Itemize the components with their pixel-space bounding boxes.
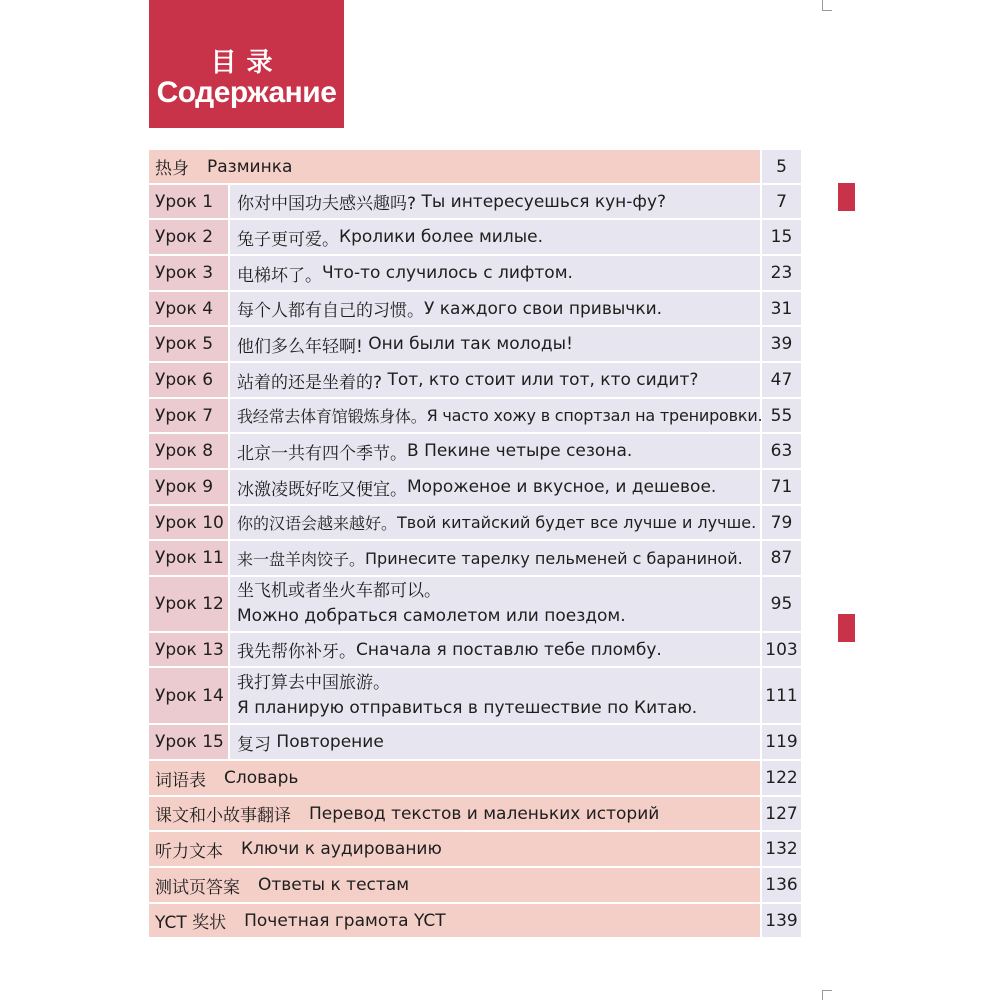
section-title [149, 868, 760, 902]
lesson-number: Урок 14 [149, 668, 228, 723]
warmup-ru: Разминка [207, 156, 293, 177]
lesson-title-ru: Сначала я поставлю тебе пломбу. [356, 639, 662, 660]
lesson-title-ru: Они были так молоды! [368, 334, 573, 354]
lesson-title-zh: 冰激凌既好吃又便宜。 [237, 479, 407, 500]
toc-header [149, 0, 344, 128]
lesson-title-ru: Что-то случилось с лифтом. [322, 263, 573, 283]
lesson-page: 31 [762, 292, 801, 325]
lesson-title-ru: Можно добраться самолетом или поездом. [237, 606, 626, 626]
lesson-title-ru: Тот, кто стоит или тот, кто сидит? [387, 370, 699, 390]
side-tab-marker [838, 183, 855, 211]
section-page: 127 [762, 797, 801, 830]
lesson-title-ru: Кролики более милые. [339, 227, 543, 247]
lesson-title-zh: 复习 [237, 734, 271, 755]
section-ru: Почетная грамота YCT [244, 910, 446, 931]
lesson-title-zh: 你的汉语会越来越好。 [237, 514, 398, 533]
lesson-title [230, 577, 760, 631]
warmup-page: 5 [762, 150, 801, 183]
section-page: 136 [762, 868, 801, 902]
toc-row-lesson-3[interactable] [149, 256, 801, 290]
crop-mark [822, 990, 823, 1000]
lesson-title-ru: У каждого свои привычки. [424, 298, 663, 319]
crop-mark [822, 10, 832, 11]
toc-row-lesson-2[interactable] [149, 220, 801, 254]
lesson-number: Урок 1 [149, 185, 228, 218]
lesson-number: Урок 10 [149, 506, 228, 539]
lesson-title-zh: 北京一共有四个季节。 [237, 443, 407, 464]
lesson-page: 71 [762, 470, 801, 504]
lesson-title [230, 633, 760, 666]
lesson-title [230, 292, 760, 325]
lesson-number: Урок 15 [149, 725, 228, 759]
lesson-page: 23 [762, 256, 801, 290]
lesson-number: Урок 8 [149, 434, 228, 468]
header-title-ru: Содержание [156, 76, 337, 109]
lesson-page: 7 [762, 185, 801, 218]
lesson-number: Урок 6 [149, 363, 228, 397]
section-page: 132 [762, 832, 801, 866]
toc-row-lesson-9[interactable] [149, 470, 801, 504]
section-title [149, 904, 760, 937]
toc-row-lesson-6[interactable] [149, 363, 801, 397]
lesson-title [230, 363, 760, 397]
lesson-title-ru: Я планирую отправиться в путешествие по Китаю. [237, 697, 698, 718]
lesson-number: Урок 9 [149, 470, 228, 504]
warmup-zh: 热身 [155, 159, 189, 179]
section-ru: Словарь [224, 768, 299, 788]
toc-row-certificate[interactable] [149, 904, 801, 937]
lesson-number: Урок 5 [149, 327, 228, 361]
toc-row-lesson-5[interactable] [149, 327, 801, 361]
lesson-title-ru: Повторение [276, 732, 384, 752]
lesson-title-zh: 坐飞机或者坐火车都可以。 [237, 581, 441, 601]
lesson-title-zh: 兔子更可爱。 [237, 229, 339, 250]
lesson-title [230, 725, 760, 759]
lesson-title [230, 668, 760, 723]
lesson-title-ru: Твой китайский будет все лучше и лучше. [397, 513, 757, 532]
toc-row-lesson-12[interactable] [149, 577, 801, 631]
lesson-title [230, 399, 763, 432]
lesson-title-zh: 来一盘羊肉饺子。 [237, 549, 366, 569]
lesson-page: 103 [762, 633, 801, 666]
lesson-title-ru: В Пекине четыре сезона. [407, 441, 633, 461]
section-title [149, 832, 760, 866]
crop-mark [822, 990, 832, 991]
lesson-title [230, 185, 760, 218]
toc-row-lesson-4[interactable] [149, 292, 801, 325]
lesson-title-zh: 电梯坏了。 [237, 265, 322, 286]
section-ru: Ответы к тестам [258, 875, 410, 895]
lesson-title-zh: 你对中国功夫感兴趣吗? [237, 194, 417, 214]
lesson-title [230, 327, 760, 361]
lesson-number: Урок 3 [149, 256, 228, 290]
lesson-title [230, 434, 760, 468]
toc-row-lesson-14[interactable] [149, 668, 801, 723]
toc-row-lesson-7[interactable] [149, 399, 801, 432]
lesson-title [230, 541, 760, 575]
lesson-page: 119 [762, 725, 801, 759]
toc-row-lesson-8[interactable] [149, 434, 801, 468]
lesson-page: 111 [762, 668, 801, 723]
lesson-page: 95 [762, 577, 801, 631]
toc-row-lesson-10[interactable] [149, 506, 801, 539]
section-title [149, 761, 760, 795]
lesson-title-zh: 站着的还是坐着的? [237, 372, 383, 393]
lesson-page: 15 [762, 220, 801, 254]
side-tab-marker [838, 614, 855, 642]
lesson-page: 79 [762, 506, 801, 539]
lesson-page: 47 [762, 363, 801, 397]
section-title [149, 797, 760, 830]
lesson-title-ru: Я часто хожу в спортзал на тренировки. [426, 406, 763, 425]
toc-row-translations[interactable] [149, 797, 801, 830]
section-page: 139 [762, 904, 801, 937]
lesson-title [230, 470, 760, 504]
section-page: 122 [762, 761, 801, 795]
lesson-page: 63 [762, 434, 801, 468]
lesson-number: Урок 4 [149, 292, 228, 325]
toc-row-lesson-1[interactable] [149, 185, 801, 218]
toc-row-lesson-11[interactable] [149, 541, 801, 575]
lesson-number: Урок 2 [149, 220, 228, 254]
crop-mark [822, 0, 823, 10]
lesson-title-zh: 我先帮你补牙。 [237, 642, 356, 662]
lesson-title-ru: Ты интересуешься кун-фу? [421, 191, 667, 212]
lesson-number: Урок 13 [149, 633, 228, 666]
toc-row-lesson-13[interactable] [149, 633, 801, 666]
lesson-title-zh: 我打算去中国旅游。 [237, 672, 390, 693]
lesson-title [230, 256, 760, 290]
toc-row-listening-keys[interactable] [149, 832, 801, 866]
warmup-title [149, 150, 760, 183]
section-zh: 词语表 [155, 770, 206, 791]
toc-row-vocabulary[interactable] [149, 761, 801, 795]
toc-row-warmup[interactable] [149, 150, 801, 183]
lesson-page: 87 [762, 541, 801, 575]
lesson-title-ru: Мороженое и вкусное, и дешевое. [407, 477, 717, 497]
lesson-title [230, 506, 760, 539]
lesson-title-zh: 他们多么年轻啊! [237, 336, 363, 357]
lesson-title-zh: 我经常去体育馆锻炼身体。 [237, 407, 427, 426]
lesson-title-ru: Принесите тарелку пельменей с бараниной. [365, 548, 743, 568]
lesson-title [230, 220, 760, 254]
section-zh: 课文和小故事翻译 [155, 806, 291, 826]
section-ru: Перевод текстов и маленьких историй [309, 803, 660, 824]
section-zh: 听力文本 [155, 841, 223, 862]
lesson-number: Урок 12 [149, 577, 228, 631]
section-zh: YCT 奖状 [155, 913, 227, 933]
lesson-page: 55 [762, 399, 801, 432]
lesson-page: 39 [762, 327, 801, 361]
toc-row-test-answers[interactable] [149, 868, 801, 902]
lesson-number: Урок 11 [149, 541, 228, 575]
lesson-title-zh: 每个人都有自己的习惯。 [237, 301, 424, 321]
lesson-number: Урок 7 [149, 399, 228, 432]
section-ru: Ключи к аудированию [241, 839, 442, 859]
toc-row-lesson-15[interactable] [149, 725, 801, 759]
header-title-zh: 目录 [210, 48, 283, 78]
section-zh: 测试页答案 [155, 877, 240, 898]
